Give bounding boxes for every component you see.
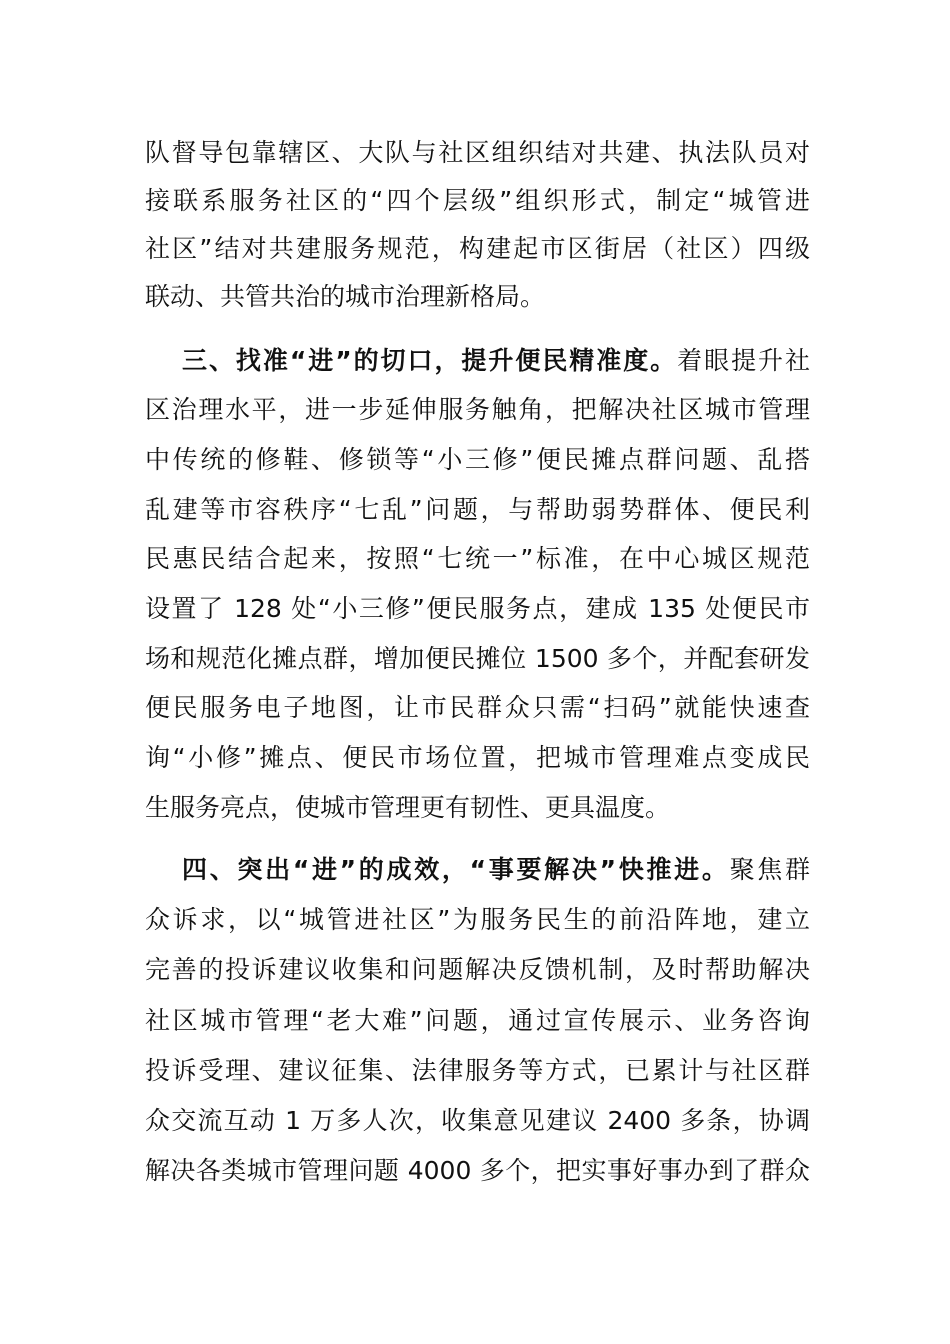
paragraph-3-line-3: 完善的投诉建议收集和问题解决反馈机制，及时帮助解决 <box>145 955 810 984</box>
paragraph-1-line-3: 社区”结对共建服务规范，构建起市区街居（社区）四级 <box>145 234 810 263</box>
section-3-heading: 三、找准“进”的切口，提升便民精准度。 <box>182 346 678 375</box>
paragraph-1-line-1: 队督导包靠辖区、大队与社区组织结对共建、执法队员对 <box>145 138 810 167</box>
paragraph-2-first-line <box>182 343 810 379</box>
paragraph-2-first-line-text: 着眼提升社 <box>677 346 810 375</box>
paragraph-2-line-10: 生服务亮点，使城市管理更有韧性、更具温度。 <box>145 793 671 822</box>
paragraph-3-first-line <box>182 852 810 888</box>
paragraph-1-line-4: 联动、共管共治的城市治理新格局。 <box>145 282 546 311</box>
paragraph-2-line-2: 区治理水平，进一步延伸服务触角，把解决社区城市管理 <box>145 395 810 424</box>
paragraph-3-line-6: 众交流互动 1 万多人次，收集意见建议 2400 多条，协调 <box>145 1106 810 1135</box>
paragraph-2-line-6: 设置了 128 处“小三修”便民服务点，建成 135 处便民市 <box>145 594 810 623</box>
paragraph-2-line-7: 场和规范化摊点群，增加便民摊位 1500 多个，并配套研发 <box>145 644 810 673</box>
paragraph-2-line-9: 询“小修”摊点、便民市场位置，把城市管理难点变成民 <box>145 743 810 772</box>
paragraph-3-line-4: 社区城市管理“老大难”问题，通过宣传展示、业务咨询 <box>145 1006 810 1035</box>
paragraph-1-line-2: 接联系服务社区的“四个层级”组织形式，制定“城管进 <box>145 186 810 215</box>
section-4-heading: 四、突出“进”的成效，“事要解决”快推进。 <box>182 855 730 884</box>
paragraph-3-line-2: 众诉求，以“城管进社区”为服务民生的前沿阵地，建立 <box>145 905 810 934</box>
paragraph-2-line-8: 便民服务电子地图，让市民群众只需“扫码”就能快速查 <box>145 693 810 722</box>
paragraph-2-line-4: 乱建等市容秩序“七乱”问题，与帮助弱势群体、便民利 <box>145 495 810 524</box>
paragraph-3-line-7: 解决各类城市管理问题 4000 多个，把实事好事办到了群众 <box>145 1156 810 1185</box>
paragraph-2-line-3: 中传统的修鞋、修锁等“小三修”便民摊点群问题、乱搭 <box>145 445 810 474</box>
paragraph-3-line-5: 投诉受理、建议征集、法律服务等方式，已累计与社区群 <box>145 1056 810 1085</box>
paragraph-2-line-5: 民惠民结合起来，按照“七统一”标准，在中心城区规范 <box>145 544 810 573</box>
paragraph-3-first-line-text: 聚焦群 <box>729 855 810 884</box>
